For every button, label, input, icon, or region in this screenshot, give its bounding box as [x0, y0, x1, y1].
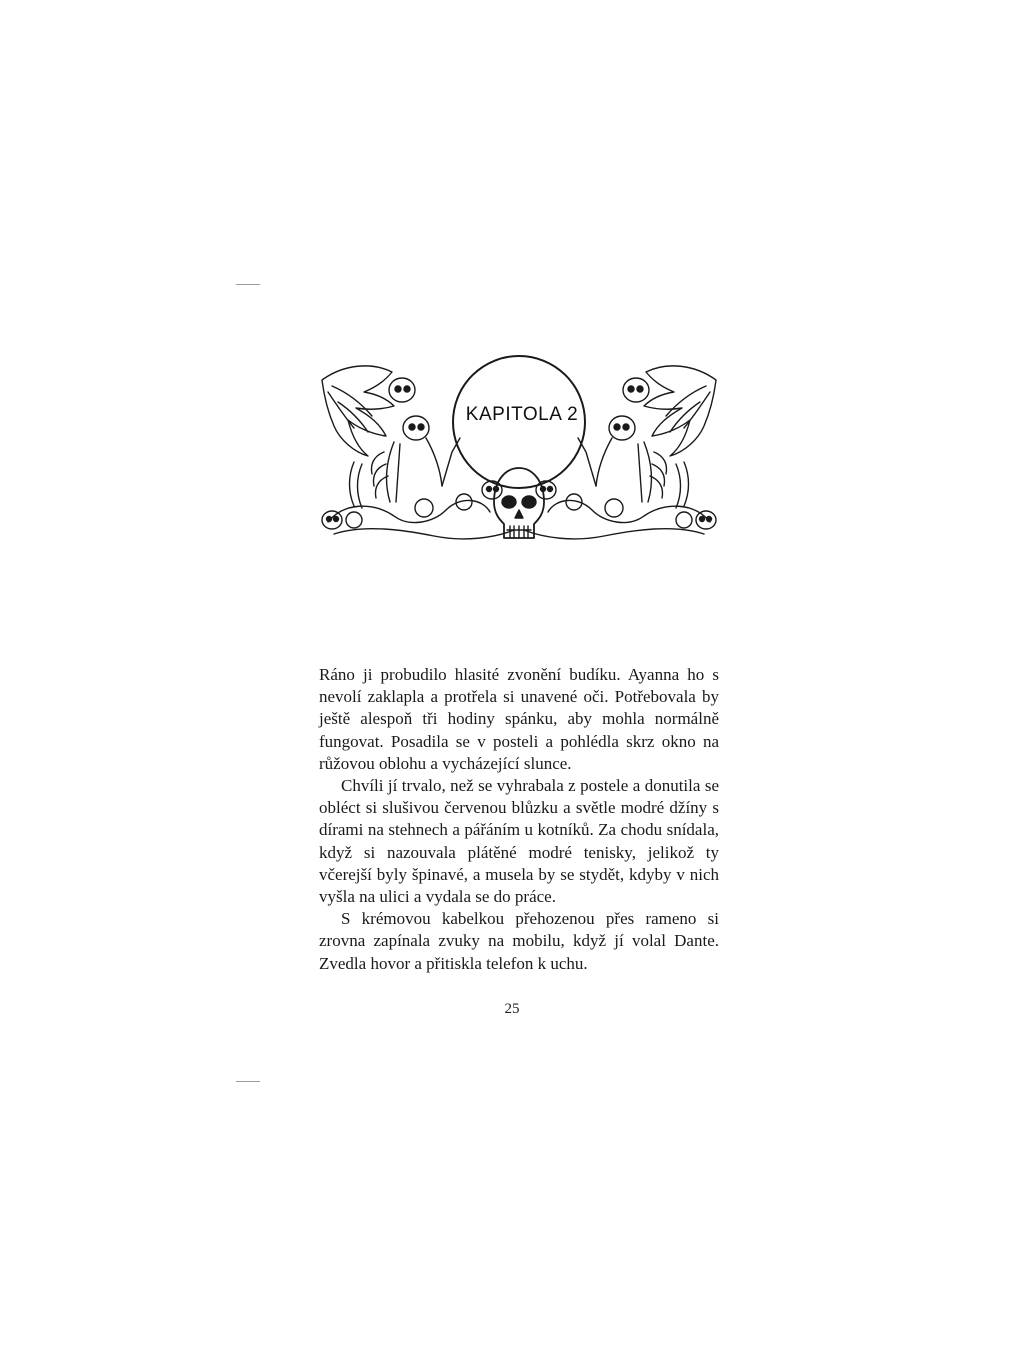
paragraph-1: Ráno ji probudilo hlasité zvonění budíku. Ayanna ho s nevolí zaklapla a protřela si unavené oči. Potřebovala by ještě alespoň tři hodiny spánku, aby mohla normálně fungovat. Posadila se v posteli a pohlédla skrz okno na růžovou oblohu a vycházející slunce. — [319, 665, 719, 773]
skull-ornament-illustration — [314, 352, 724, 548]
paragraph-2: Chvíli jí trvalo, než se vyhrabala z postele a donutila se obléct si slušivou červenou blůzku a světle modré džíny s dírami na stehnech a pářáním u kotníků. Za chodu snídala, když si nazouvala plátěné modré tenisky, jelikož ty včerejší byly špinavé, a musela by se stydět, kdyby v nich vyšla na ulici a vydala se do práce. — [319, 776, 719, 907]
chapter-title: KAPITOLA 2 — [465, 404, 579, 425]
crop-mark-top — [236, 284, 260, 285]
page-number: 25 — [504, 1001, 520, 1017]
body-text — [319, 664, 719, 975]
paragraph-3: S krémovou kabelkou přehozenou přes rameno si zrovna zapínala zvuky na mobilu, když jí volal Dante. Zvedla hovor a přitiskla telefon k uchu. — [319, 909, 719, 973]
crop-mark-bottom — [236, 1081, 260, 1082]
